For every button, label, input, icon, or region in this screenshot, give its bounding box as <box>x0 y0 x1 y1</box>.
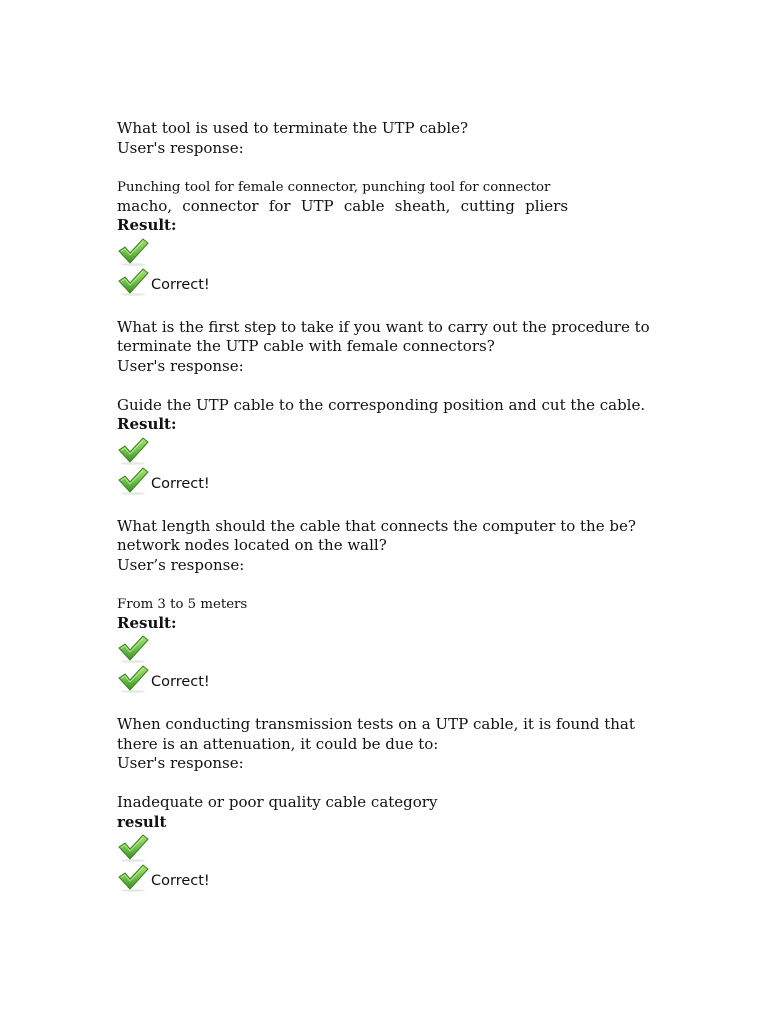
question-text: What length should the cable that connects the computer to the be? <box>117 516 636 535</box>
result-label: result <box>117 812 167 831</box>
checkmark-icon <box>117 465 149 495</box>
result-status-row <box>117 663 637 693</box>
result-label: Result: <box>117 415 177 433</box>
response-label: User's response: <box>117 356 244 375</box>
result-check-row <box>117 435 637 465</box>
checkmark-icon <box>117 633 149 663</box>
correct-status: Correct! <box>151 276 210 293</box>
correct-status: Correct! <box>151 873 210 889</box>
response-label: User's response: <box>117 754 244 772</box>
result-check-row <box>117 236 637 266</box>
question-block-4 <box>117 715 637 892</box>
result-label: Result: <box>117 216 177 234</box>
checkmark-icon <box>117 832 149 862</box>
result-status-row <box>117 862 637 892</box>
result-label: Result: <box>117 613 177 632</box>
response-label: User's response: <box>117 138 244 157</box>
question-text: When conducting transmission tests on a UTP cable, it is found that <box>117 715 635 733</box>
result-check-row <box>117 832 637 862</box>
answer-text: Inadequate or poor quality cable category <box>117 793 438 811</box>
checkmark-icon <box>117 663 149 693</box>
answer-text: Guide the UTP cable to the corresponding position and cut the cable. <box>117 395 646 414</box>
answer-text: Punching tool for female connector, punching tool for connector <box>117 179 551 195</box>
checkmark-icon <box>117 435 149 465</box>
result-status-row <box>117 266 637 296</box>
checkmark-icon <box>117 266 149 296</box>
question-block-2 <box>117 317 650 495</box>
answer-text: From 3 to 5 meters <box>117 596 248 612</box>
result-status-row <box>117 465 637 495</box>
question-text: network nodes located on the wall? <box>117 536 387 554</box>
response-label: User’s response: <box>117 555 245 574</box>
quiz-results-page <box>117 119 650 892</box>
question-text: there is an attenuation, it could be due to: <box>117 734 439 753</box>
correct-status: Correct! <box>151 674 210 690</box>
question-text: What tool is used to terminate the UTP cable? <box>117 119 469 137</box>
result-check-row <box>117 633 637 663</box>
correct-status: Correct! <box>151 475 210 492</box>
checkmark-icon <box>117 236 149 266</box>
question-text: What is the first step to take if you want to carry out the procedure to <box>117 317 650 336</box>
answer-text: macho, connector for UTP cable sheath, cutting pliers <box>117 196 569 215</box>
question-block-3 <box>117 517 637 694</box>
question-block-1 <box>117 119 637 296</box>
checkmark-icon <box>117 862 149 892</box>
question-text: terminate the UTP cable with female connectors? <box>117 337 495 355</box>
